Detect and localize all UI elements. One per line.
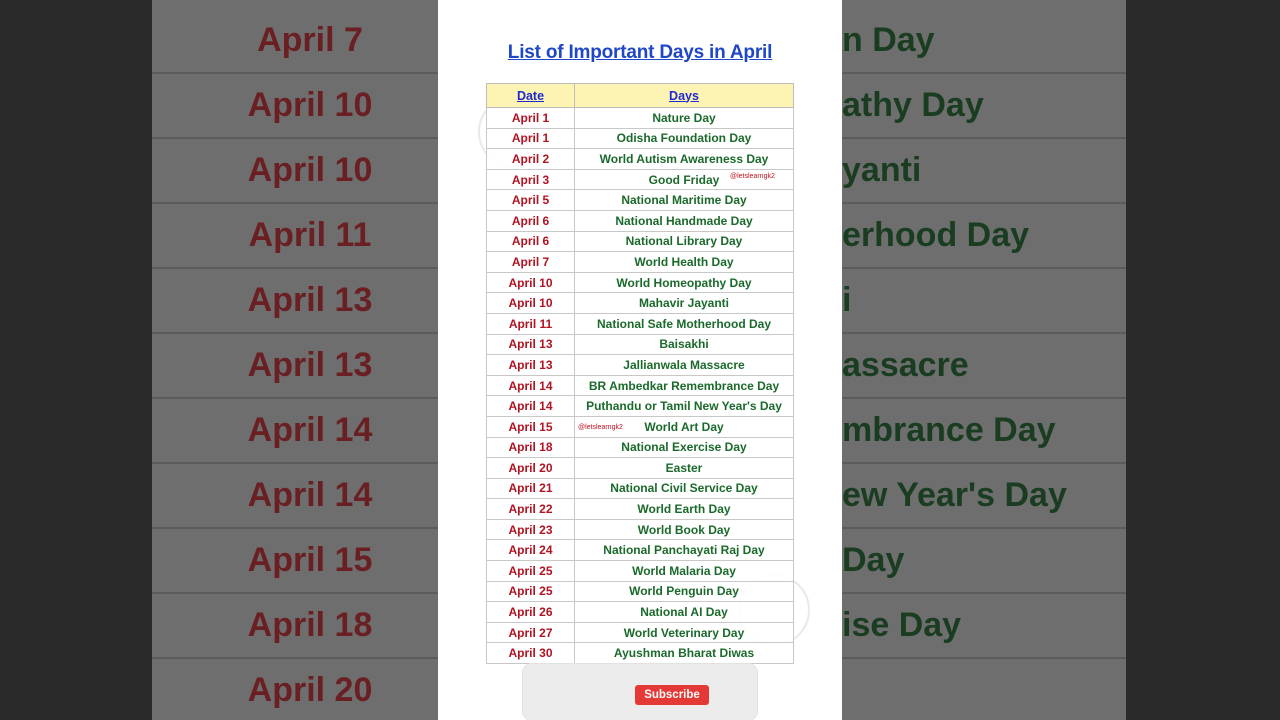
date-cell: April 13 bbox=[487, 355, 575, 376]
background-row: April 13 bbox=[152, 333, 438, 399]
date-cell: April 15 bbox=[487, 416, 575, 437]
table-row bbox=[487, 355, 794, 376]
date-cell: April 6 bbox=[487, 210, 575, 231]
short-video-frame bbox=[438, 0, 842, 720]
date-cell: April 2 bbox=[487, 149, 575, 170]
table-row bbox=[487, 478, 794, 499]
date-cell: April 25 bbox=[487, 581, 575, 602]
background-row: i bbox=[842, 268, 1126, 334]
background-row: April 10 bbox=[152, 73, 438, 139]
table-row bbox=[487, 128, 794, 149]
date-cell: April 25 bbox=[487, 561, 575, 582]
day-cell: National Exercise Day bbox=[575, 437, 794, 458]
date-cell: April 6 bbox=[487, 231, 575, 252]
date-cell: April 14 bbox=[487, 396, 575, 417]
day-cell: National Maritime Day bbox=[575, 190, 794, 211]
table-row bbox=[487, 252, 794, 273]
background-row: April 10 bbox=[152, 138, 438, 204]
table-row bbox=[487, 396, 794, 417]
important-days-table bbox=[486, 83, 794, 664]
table-row bbox=[487, 458, 794, 479]
table-row bbox=[487, 499, 794, 520]
date-cell: April 20 bbox=[487, 458, 575, 479]
day-cell: Baisakhi bbox=[575, 334, 794, 355]
table-row bbox=[487, 437, 794, 458]
date-cell: April 10 bbox=[487, 272, 575, 293]
day-cell: World Veterinary Day bbox=[575, 622, 794, 643]
date-cell: April 23 bbox=[487, 519, 575, 540]
day-cell: Ayushman Bharat Diwas bbox=[575, 643, 794, 664]
day-cell: Mahavir Jayanti bbox=[575, 293, 794, 314]
table-row bbox=[487, 581, 794, 602]
date-cell: April 13 bbox=[487, 334, 575, 355]
background-row: April 7 bbox=[152, 8, 438, 74]
date-cell: April 18 bbox=[487, 437, 575, 458]
table-row bbox=[487, 149, 794, 170]
day-cell: Easter bbox=[575, 458, 794, 479]
background-row: athy Day bbox=[842, 73, 1126, 139]
table-row bbox=[487, 643, 794, 664]
day-cell: National Panchayati Raj Day bbox=[575, 540, 794, 561]
table-row bbox=[487, 210, 794, 231]
day-cell: World Autism Awareness Day bbox=[575, 149, 794, 170]
date-cell: April 27 bbox=[487, 622, 575, 643]
day-cell: Puthandu or Tamil New Year's Day bbox=[575, 396, 794, 417]
day-cell: World Book Day bbox=[575, 519, 794, 540]
day-cell: National Safe Motherhood Day bbox=[575, 313, 794, 334]
day-cell: National AI Day bbox=[575, 602, 794, 623]
day-cell: World Malaria Day bbox=[575, 561, 794, 582]
background-row: April 14 bbox=[152, 398, 438, 464]
days-column-header: Days bbox=[575, 84, 794, 108]
day-cell: National Handmade Day bbox=[575, 210, 794, 231]
table-row bbox=[487, 272, 794, 293]
background-row: mbrance Day bbox=[842, 398, 1126, 464]
day-cell: Jallianwala Massacre bbox=[575, 355, 794, 376]
table-row bbox=[487, 602, 794, 623]
date-cell: April 22 bbox=[487, 499, 575, 520]
date-cell: April 1 bbox=[487, 128, 575, 149]
day-cell: World Earth Day bbox=[575, 499, 794, 520]
table-row bbox=[487, 190, 794, 211]
background-right-panel bbox=[842, 0, 1126, 720]
day-cell: Nature Day bbox=[575, 108, 794, 129]
background-row: yanti bbox=[842, 138, 1126, 204]
background-row: April 13 bbox=[152, 268, 438, 334]
date-cell: April 24 bbox=[487, 540, 575, 561]
background-row bbox=[842, 658, 1126, 720]
background-left-panel bbox=[152, 0, 438, 720]
table-row bbox=[487, 375, 794, 396]
table-row bbox=[487, 108, 794, 129]
day-cell: BR Ambedkar Remembrance Day bbox=[575, 375, 794, 396]
date-cell: April 10 bbox=[487, 293, 575, 314]
date-cell: April 30 bbox=[487, 643, 575, 664]
watermark-2: @letslearngk2 bbox=[578, 424, 623, 431]
background-row: n Day bbox=[842, 8, 1126, 74]
date-column-header: Date bbox=[487, 84, 575, 108]
day-cell: World Health Day bbox=[575, 252, 794, 273]
date-cell: April 21 bbox=[487, 478, 575, 499]
day-cell: World Penguin Day bbox=[575, 581, 794, 602]
background-row: April 20 bbox=[152, 658, 438, 720]
table-row bbox=[487, 540, 794, 561]
table-row bbox=[487, 519, 794, 540]
subscribe-button[interactable]: Subscribe bbox=[635, 685, 709, 705]
table-row bbox=[487, 561, 794, 582]
date-cell: April 26 bbox=[487, 602, 575, 623]
date-cell: April 3 bbox=[487, 169, 575, 190]
background-row: April 14 bbox=[152, 463, 438, 529]
day-cell: National Library Day bbox=[575, 231, 794, 252]
table-row bbox=[487, 293, 794, 314]
background-row: erhood Day bbox=[842, 203, 1126, 269]
date-cell: April 7 bbox=[487, 252, 575, 273]
subscribe-bar bbox=[522, 663, 758, 720]
background-row: Day bbox=[842, 528, 1126, 594]
date-cell: April 1 bbox=[487, 108, 575, 129]
background-row: assacre bbox=[842, 333, 1126, 399]
date-cell: April 5 bbox=[487, 190, 575, 211]
table-header-row bbox=[487, 84, 794, 108]
table-row bbox=[487, 313, 794, 334]
background-row: April 15 bbox=[152, 528, 438, 594]
day-cell: World Homeopathy Day bbox=[575, 272, 794, 293]
table-row bbox=[487, 622, 794, 643]
table-row bbox=[487, 231, 794, 252]
date-cell: April 11 bbox=[487, 313, 575, 334]
watermark-1: @letslearngk2 bbox=[730, 173, 775, 180]
background-row: ew Year's Day bbox=[842, 463, 1126, 529]
day-cell: World Art Day bbox=[575, 416, 794, 437]
table-row bbox=[487, 334, 794, 355]
day-cell: National Civil Service Day bbox=[575, 478, 794, 499]
page-title: List of Important Days in April bbox=[507, 42, 773, 63]
background-row: April 18 bbox=[152, 593, 438, 659]
date-cell: April 14 bbox=[487, 375, 575, 396]
background-row: April 11 bbox=[152, 203, 438, 269]
day-cell: Good Friday bbox=[575, 169, 794, 190]
background-row: ise Day bbox=[842, 593, 1126, 659]
table-row bbox=[487, 416, 794, 437]
day-cell: Odisha Foundation Day bbox=[575, 128, 794, 149]
